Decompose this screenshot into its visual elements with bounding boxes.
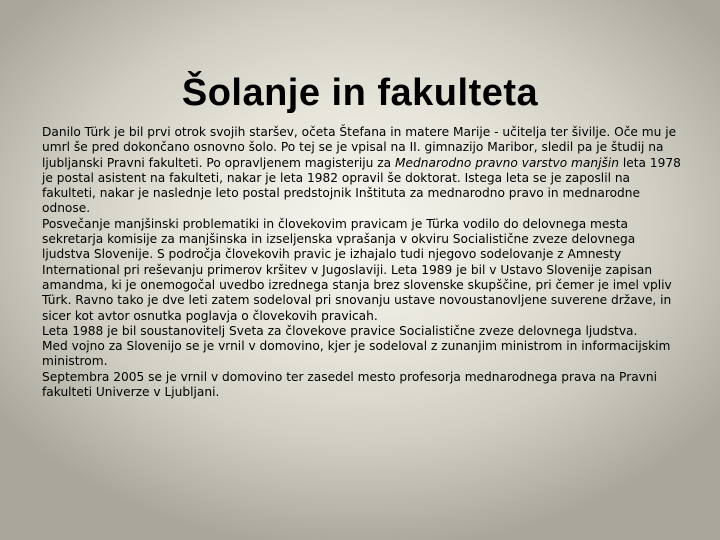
paragraph-education-text-start: Danilo Türk je bil prvi otrok svojih staršev, očeta Štefana in matere Marije - učitelja ter šivilje. Oče mu je umrl še pred dokončano osnovno šolo. Po tej se je vpisal na II. gimnazijo Maribor, sledil pa je študij na ljubljanski Pravni fakulteti. Po opravljenem magisteriju za (42, 125, 677, 170)
slide-body (42, 125, 684, 400)
thesis-title: Mednarodno pravno varstvo manjšin (395, 155, 619, 170)
slide-title: Šolanje in fakulteta (181, 72, 539, 115)
paragraph-professor-2005: Septembra 2005 se je vrnil v domovino ter zasedel mesto profesorja mednarodnega prava na Pravni fakulteti Univerze v Ljubljani. (42, 369, 657, 400)
paragraph-education-text-end: leta 1978 je postal asistent na fakulteti, nakar je leta 1982 opravil še doktorat. Istega leta se je zaposlil na fakulteti, nakar je naslednje leto postal predstojnik Inštituta za mednarodno pravo in mednarodne odnose. (42, 155, 681, 216)
paragraph-human-rights: Posvečanje manjšinski problematiki in človekovim pravicam je Türka vodilo do delovnega mesta sekretarja komisije za manjšinska in izseljenska vprašanja v okviru Socialistične zveze delovnega ljudstva Slovenije. S področja človekovih pravic je izhajalo tudi njegovo sodelovanje z Amnesty International pri reševanju primerov kršitev v Jugoslaviji. Leta 1989 je bil v Ustavo Slovenije zapisan amandma, ki je onemogočal uvedbo izrednega stanja brez slovenske skupščine, pri čemer je imel vpliv Türk. Ravno tako je dve leti zatem sodeloval pri snovanju ustave novoustanovljene suverene države, in sicer kot avtor osnutka poglavja o človekovih pravicah. (42, 216, 672, 323)
paragraph-education (42, 125, 684, 217)
paragraph-war: Med vojno za Slovenijo se je vrnil v domovino, kjer je sodeloval z zunanjim ministrom in informacijskim ministrom. (42, 339, 671, 369)
paragraph-council-1988: Leta 1988 je bil soustanovitelj Sveta za človekove pravice Socialistične zveze delovnega ljudstva. (42, 323, 638, 338)
